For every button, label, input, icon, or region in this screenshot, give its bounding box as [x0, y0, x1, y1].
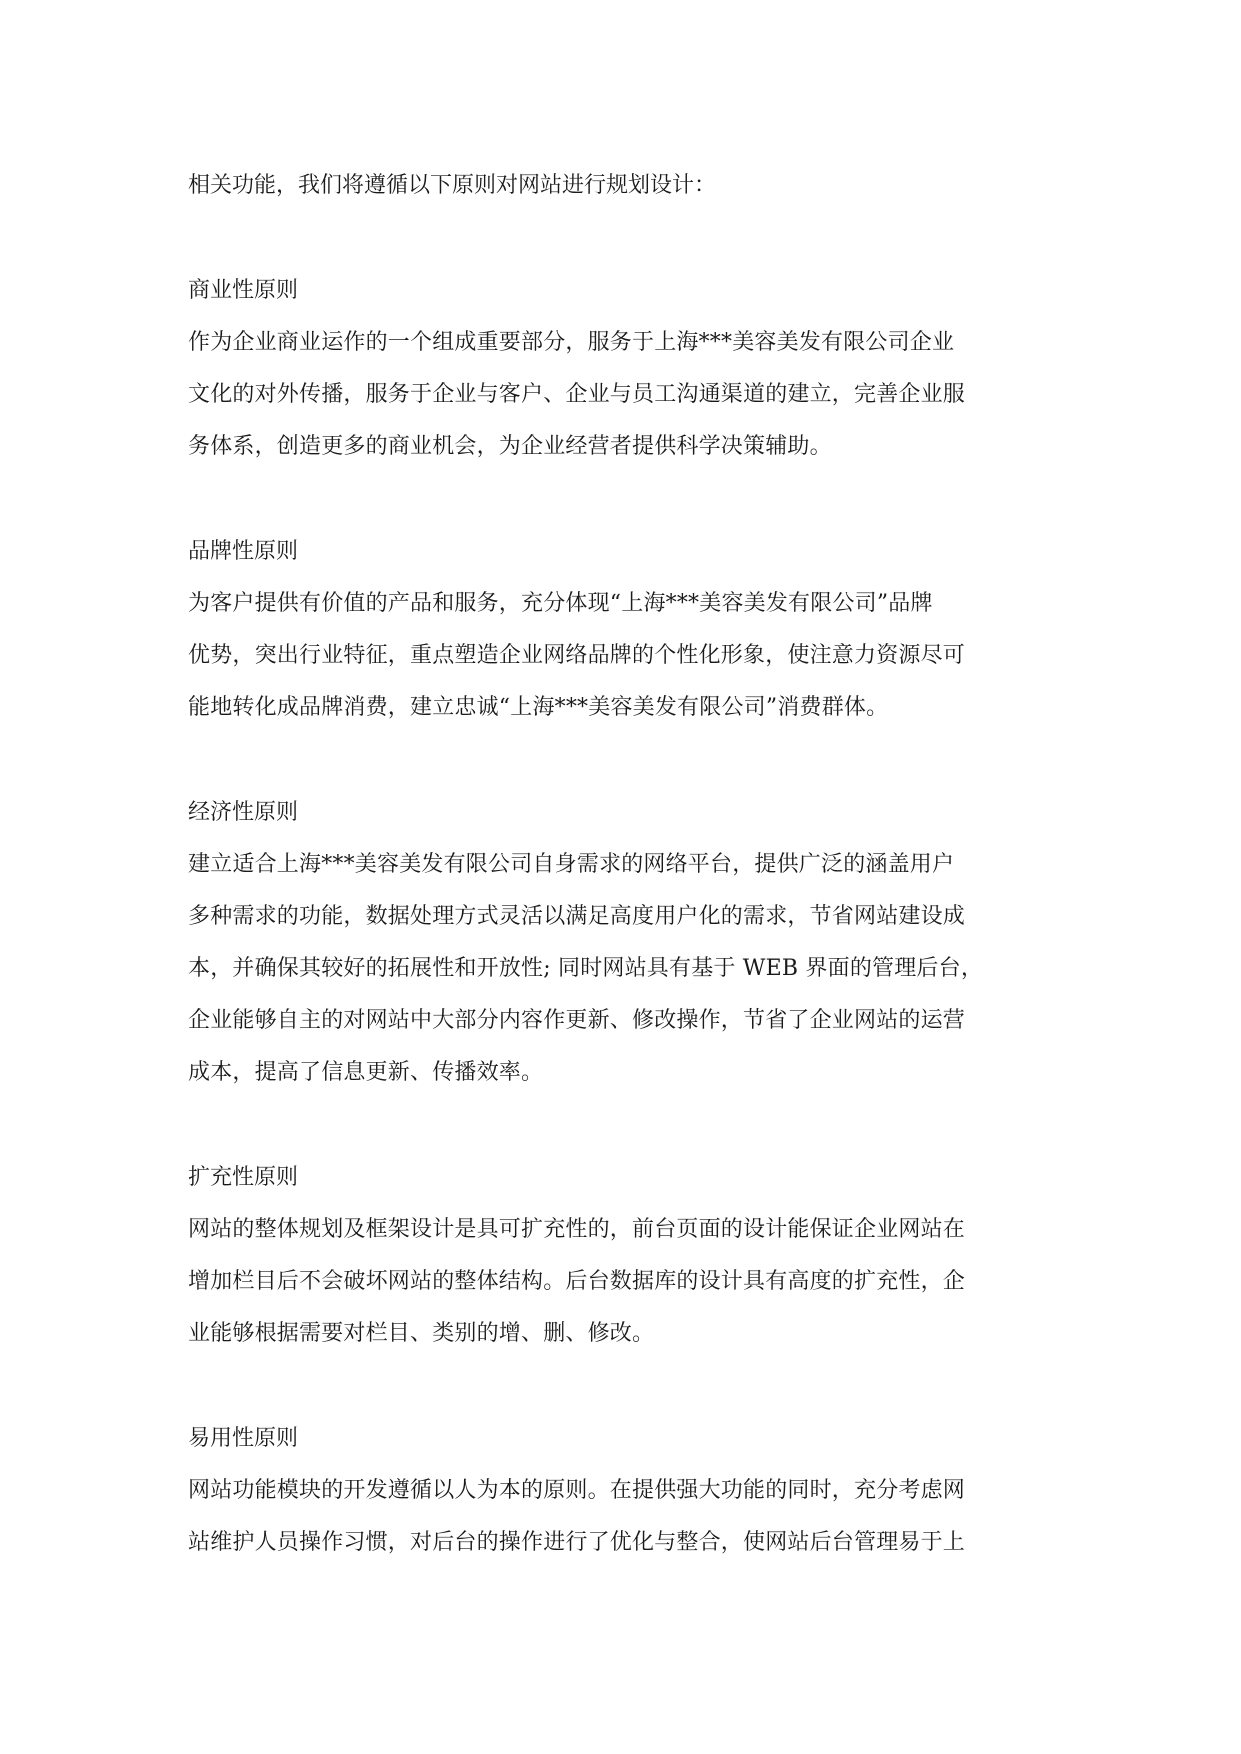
- section-usability: [188, 1413, 1058, 1569]
- paragraph-line: 文化的对外传播，服务于企业与客户、企业与员工沟通渠道的建立，完善企业服: [188, 382, 966, 407]
- paragraph-line: 站维护人员操作习惯，对后台的操作进行了优化与整合，使网站后台管理易于上: [188, 1530, 966, 1555]
- paragraph-line: 增加栏目后不会破坏网站的整体结构。后台数据库的设计具有高度的扩充性，企: [188, 1269, 966, 1294]
- paragraph-line: 业能够根据需要对栏目、类别的增、删、修改。: [188, 1321, 655, 1346]
- paragraph-line: 能地转化成品牌消费，建立忠诚“上海***美容美发有限公司”消费群体。: [188, 695, 889, 720]
- section-commercial: [188, 265, 1058, 473]
- paragraph-line: 网站功能模块的开发遵循以人为本的原则。在提供强大功能的同时，充分考虑网: [188, 1478, 966, 1503]
- section-heading: 易用性原则: [188, 1426, 299, 1451]
- section-heading: 扩充性原则: [188, 1165, 299, 1190]
- paragraph-line: 建立适合上海***美容美发有限公司自身需求的网络平台，提供广泛的涵盖用户: [188, 852, 955, 877]
- paragraph-line: 作为企业商业运作的一个组成重要部分，服务于上海***美容美发有限公司企业: [188, 330, 955, 355]
- paragraph-line: 本，并确保其较好的拓展性和开放性; 同时网站具有基于 WEB 界面的管理后台，: [188, 956, 984, 981]
- paragraph-line: 企业能够自主的对网站中大部分内容作更新、修改操作，节省了企业网站的运营: [188, 1008, 966, 1033]
- section-heading: 品牌性原则: [188, 539, 299, 564]
- paragraph-line: 网站的整体规划及框架设计是具可扩充性的，前台页面的设计能保证企业网站在: [188, 1217, 966, 1242]
- section-paragraph: [188, 1204, 1058, 1360]
- section-paragraph: [188, 578, 1058, 734]
- intro-line: 相关功能，我们将遵循以下原则对网站进行规划设计：: [188, 173, 717, 198]
- paragraph-line: 成本，提高了信息更新、传播效率。: [188, 1060, 544, 1085]
- paragraph-line: 务体系，创造更多的商业机会，为企业经营者提供科学决策辅助。: [188, 434, 832, 459]
- section-economy: [188, 787, 1058, 1099]
- section-paragraph: [188, 1465, 1058, 1569]
- section-brand: [188, 526, 1058, 734]
- paragraph-line: 为客户提供有价值的产品和服务，充分体现“上海***美容美发有限公司”品牌: [188, 591, 933, 616]
- section-heading: 经济性原则: [188, 800, 299, 825]
- section-extensibility: [188, 1152, 1058, 1360]
- paragraph-line: 多种需求的功能，数据处理方式灵活以满足高度用户化的需求，节省网站建设成: [188, 904, 966, 929]
- paragraph-line: 优势，突出行业特征，重点塑造企业网络品牌的个性化形象，使注意力资源尽可: [188, 643, 966, 668]
- section-paragraph: [188, 839, 1058, 1099]
- section-paragraph: [188, 317, 1058, 473]
- section-heading: 商业性原则: [188, 278, 299, 303]
- document-page: [188, 160, 1058, 1569]
